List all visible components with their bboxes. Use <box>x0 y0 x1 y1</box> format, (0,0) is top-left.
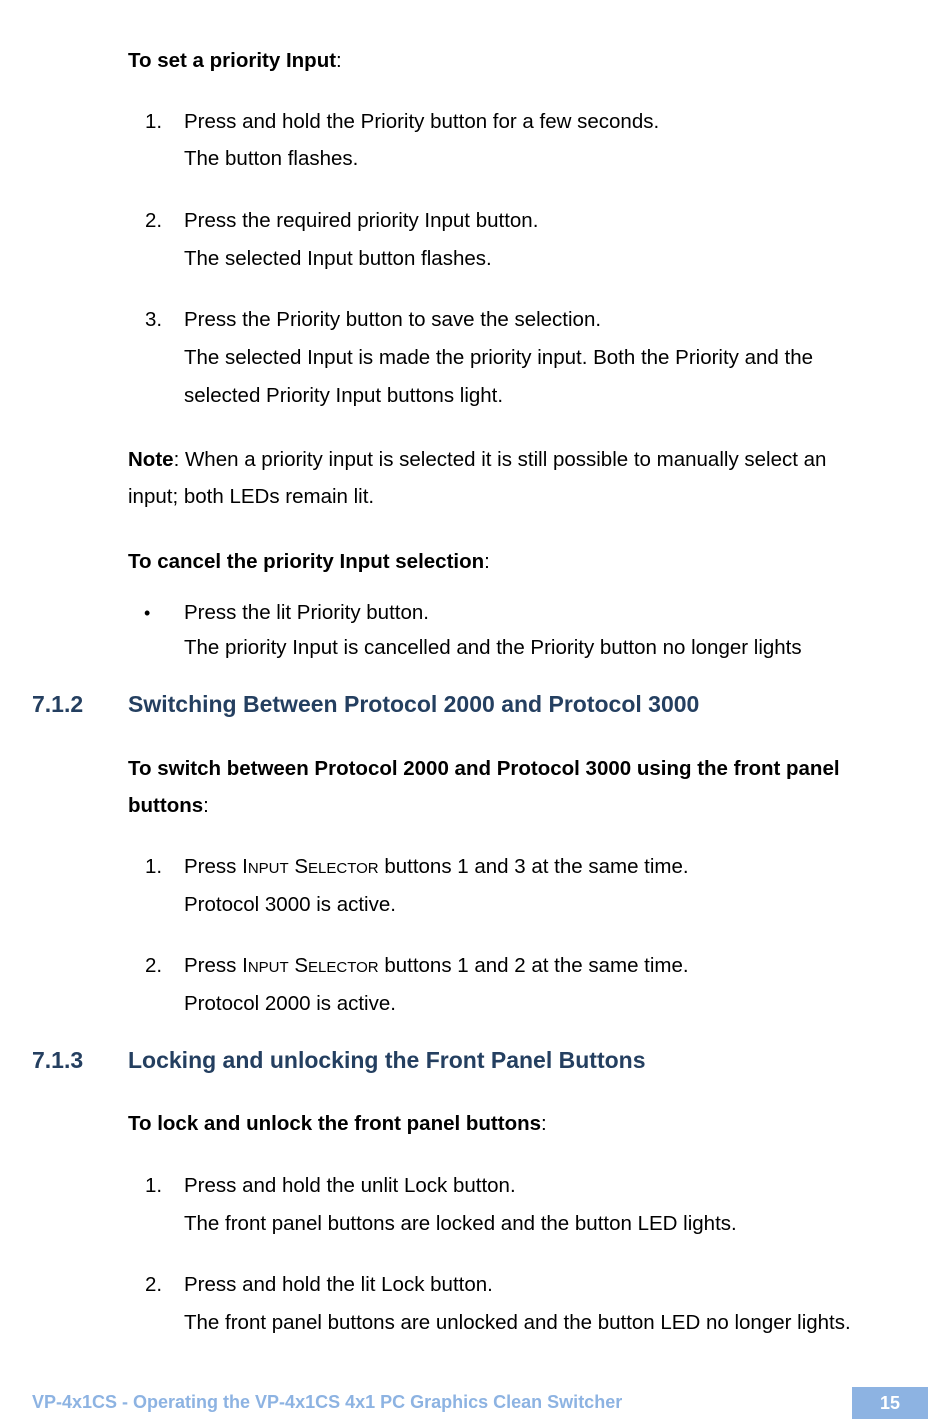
section-number: 7.1.3 <box>32 1047 84 1073</box>
step-number: 1. <box>145 110 163 133</box>
footer-title: VP-4x1CS - Operating the VP-4x1CS 4x1 PC Graphics Clean Switcher <box>32 1392 623 1412</box>
page-number: 15 <box>852 1387 928 1419</box>
procedure-heading-switch-protocol-cont: buttons: <box>128 794 209 817</box>
procedure-heading-set-priority: To set a priority Input: <box>128 49 342 72</box>
step-result: Protocol 2000 is active. <box>184 992 396 1015</box>
note-label: Note <box>128 448 174 471</box>
section-title: Switching Between Protocol 2000 and Protocol 3000 <box>128 691 700 717</box>
bullet-icon: • <box>144 603 151 623</box>
note-paragraph-cont: input; both LEDs remain lit. <box>128 485 375 508</box>
procedure-heading-lock: To lock and unlock the front panel buttons: <box>128 1112 547 1135</box>
step-number: 1. <box>145 855 163 878</box>
step-number: 2. <box>145 209 163 232</box>
step-result: The selected Input button flashes. <box>184 247 492 270</box>
step-action: Press the Priority button to save the selection. <box>184 308 602 331</box>
section-title: Locking and unlocking the Front Panel Buttons <box>128 1047 646 1073</box>
step-action: Press INPUT SELECTOR buttons 1 and 3 at the same time. <box>184 855 689 878</box>
step-number: 3. <box>145 308 163 331</box>
step-result: The front panel buttons are unlocked and the button LED no longer lights. <box>184 1311 851 1334</box>
step-result: Protocol 3000 is active. <box>184 893 396 916</box>
step-result: The selected Input is made the priority input. Both the Priority and the <box>184 346 814 369</box>
step-result: The button flashes. <box>184 147 359 170</box>
step-result: selected Priority Input buttons light. <box>184 384 504 407</box>
step-action: Press the required priority Input button. <box>184 209 539 232</box>
step-result: The priority Input is cancelled and the Priority button no longer lights <box>184 636 802 659</box>
step-action: Press and hold the Priority button for a few seconds. <box>184 110 660 133</box>
step-action: Press and hold the unlit Lock button. <box>184 1174 516 1197</box>
step-action: Press INPUT SELECTOR buttons 1 and 2 at the same time. <box>184 954 689 977</box>
step-action: Press and hold the lit Lock button. <box>184 1273 493 1296</box>
step-number: 2. <box>145 1273 163 1296</box>
step-number: 2. <box>145 954 163 977</box>
step-result: The front panel buttons are locked and the button LED lights. <box>184 1212 737 1235</box>
procedure-heading-cancel-priority: To cancel the priority Input selection: <box>128 550 490 573</box>
note-paragraph: Note: When a priority input is selected it is still possible to manually select an <box>128 448 827 471</box>
section-number: 7.1.2 <box>32 691 84 717</box>
procedure-heading-switch-protocol: To switch between Protocol 2000 and Protocol 3000 using the front panel <box>128 757 840 780</box>
step-number: 1. <box>145 1174 163 1197</box>
step-action: Press the lit Priority button. <box>184 601 429 624</box>
